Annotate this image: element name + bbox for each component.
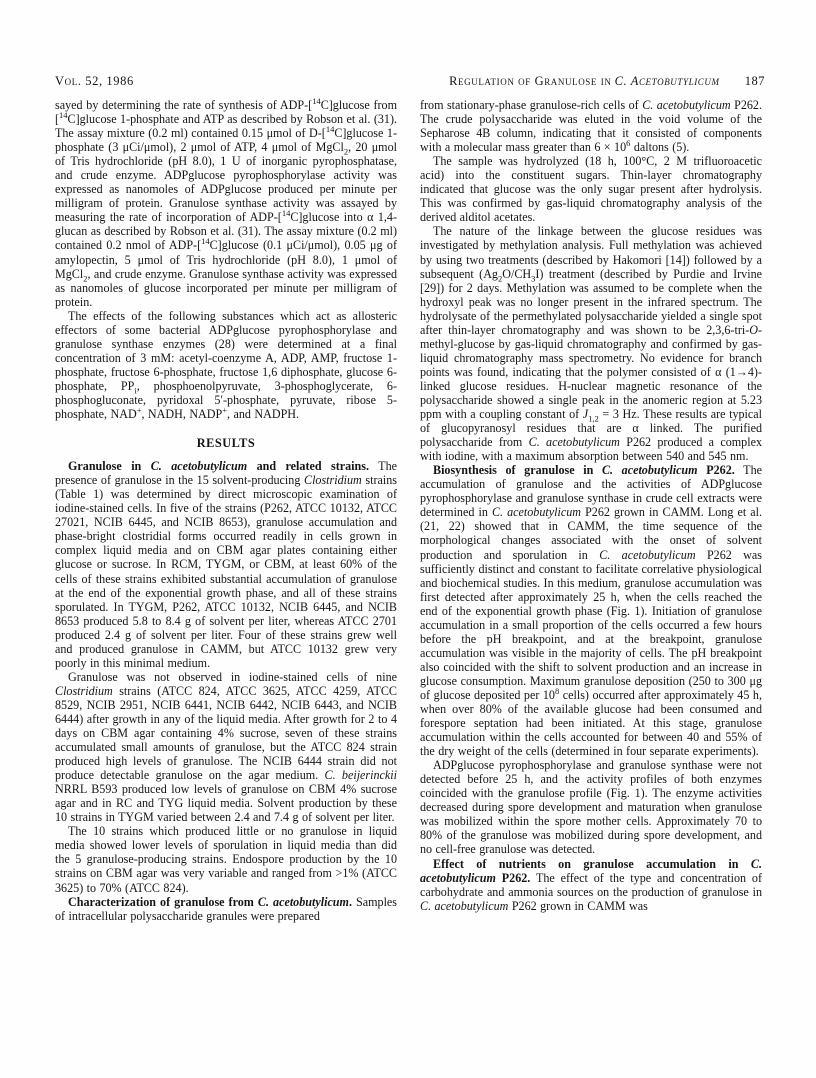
page-number: 187: [744, 74, 765, 88]
paragraph: The 10 strains which produced little or no granulose in liquid media showed lower levels of sporulation in liquid media than did the 5 granulose-producing strains. Endospore production by the 10 strains on CBM agar was very variable and ranged from >1% (ATCC 3625) to 70% (ATCC 824).: [55, 824, 397, 895]
volume-issue-label: Vol. 52, 1986: [55, 74, 134, 88]
paragraph: The nature of the linkage between the glucose residues was investigated by methylation analysis. Full methylation was achieved by using two treatments (described by Hakomori [14]) followed by a subsequent $(Ag_2O/CH_3I)$ treatment (described by Purdie and Irvine [29]) for 2 days. Methylation was assumed to be complete when the hydroxyl peak was no longer present in the infrared spectrum. The hydrolysate of the permethylated polysaccharide yielded a single spot after thin-layer chromatography and was shown to be 2,3,6-tri-O-methyl-glucose by gas-liquid chromatography and confirmed by gas-liquid chromatography mass spectrometry. No evidence for branch points was found, indicating that the polymer consisted of α (1→4)-linked glucose residues. H-nuclear magnetic resonance of the polysaccharide showed a single peak in the anomeric region at 5.23 ppm with a coupling constant of $J_{1,2} = 3$ Hz. These results are typical of glucopyranosyl residues that are α linked. The purified polysaccharide from C. acetobutylicum P262 produced a complex with iodine, with a maximum absorption between 540 and 545 nm.: [420, 224, 762, 464]
paragraph: Biosynthesis of granulose in C. acetobutylicum P262. The accumulation of granulose and the activities of ADPglucose pyrophosphorylase and granulose synthase in crude cell extracts were determined in C. acetobutylicum P262 grown in CAMM. Long et al. (21, 22) showed that in CAMM, the time sequence of the morphological changes associated with the onset of solvent production and sporulation in C. acetobutylicum P262 was sufficiently distinct and constant to facilitate correlative physiological and biochemical studies. In this medium, granulose accumulation was first detected after approximately 25 h, when the cells reached the end of the exponential growth phase (Fig. 1). Initiation of granulose accumulation in a small proportion of the cells occurred a few hours before the pH breakpoint, and at the breakpoint, granulose accumulation was visible in the majority of cells. The pH breakpoint also coincided with the shift to solvent production and an increase in glucose consumption. Maximum granulose deposition (250 to 300 μg of glucose deposited per $10^8$ cells) occurred after approximately 45 h, when over 80% of the available glucose had been consumed and forespore septation had been initiated. At this stage, granulose accumulation within the cells accounted for between 40 and 55% of the dry weight of the cells (determined in four separate experiments).: [420, 463, 762, 759]
paragraph: Effect of nutrients on granulose accumulation in C. acetobutylicum P262. The effect of the type and concentration of carbohydrate and ammonia sources on the production of granulose in C. acetobutylicum P262 grown in CAMM was: [420, 856, 762, 913]
paragraph: sayed by determining the rate of synthesis of ADP-[$^{14}$C]glucose from [$^{14}$C]glucose 1-phosphate and ATP as described by Robson et al. (31). The assay mixture (0.2 ml) contained 0.15 μmol of D-[$^{14}$C]glucose 1-phosphate (3 μCi/μmol), 2 μmol of ATP, 4 μmol of MgCl$_2$, 20 μmol of Tris hydrochloride (pH 8.0), 1 U of inorganic pyrophosphatase, and crude enzyme. ADPglucose pyrophosphorylase activity was expressed as nanomoles of ADPglucose produced per minute per milligram of protein. Granulose synthase activity was assayed by measuring the rate of incorporation of ADP-[$^{14}$C]glucose into α 1,4-glucan as described by Robson et al. (31). The assay mixture (0.2 ml) contained 0.2 nmol of ADP-[$^{14}$C]glucose (0.1 μCi/μmol), 0.05 μg of amylopectin, 5 μmol of Tris hydrochloride (pH 8.0), 1 μmol of MgCl$_2$, and crude enzyme. Granulose synthase activity was expressed as nanomoles of glucose incorporated per minute per milligram of protein.: [55, 95, 398, 309]
paragraph: Granulose was not observed in iodine-stained cells of nine Clostridium strains (ATCC 824, ATCC 3625, ATCC 4259, ATCC 8529, NCIB 2951, NCIB 6441, NCIB 6442, NCIB 6443, and NCIB 6444) after growth in any of the liquid media. After growth for 2 to 4 days on CBM agar containing 4% sucrose, seven of these strains accumulated small amounts of granulose, but the ATCC 824 strain produced high levels of granulose. The NCIB 6444 strain did not produce detectable granulose on the agar medium. C. beijerinckii NRRL B593 produced low levels of granulose on CBM 4% sucrose agar and in RC and TYG liquid media. Solvent production by these 10 strains in TYGM varied between 2.4 and 7.4 g of solvent per liter.: [55, 669, 397, 825]
section-heading: RESULTS: [196, 436, 256, 451]
paragraph: The sample was hydrolyzed (18 h, 100°C, 2 M trifluoroacetic acid) into the constituent sugars. Thin-layer chromatography indicated that glucose was the only sugar present after hydrolysis. This was confirmed by gas-liquid chromatography analysis of the derived alditol acetates.: [420, 154, 762, 225]
running-title-species: C. Acetobutylicum: [614, 74, 720, 88]
running-title: [449, 74, 765, 89]
column-right: [420, 98, 762, 923]
paragraph: The effects of the following substances which act as allosteric effectors of some bacterial ADPglucose pyrophosphorylase and granulose synthase enzymes (28) were determined at a final concentration of 3 mM: acetyl-coenzyme A, ADP, AMP, fructose 1-phosphate, fructose 6-phosphate, fructose 1,6 diphosphate, glucose 6-phosphate, $PP_i$, phosphoenolpyruvate, 3-phosphoglycerate, 6-phosphogluconate, pyridoxal 5′-phosphate, pyruvate, ribose 5-phosphate, NAD+, NADH, NADP+, and NADPH.: [55, 308, 397, 422]
paragraph: ADPglucose pyrophosphorylase and granulose synthase were not detected before 25 h, and the activity profiles of both enzymes coincided with the granulose profile (Fig. 1). The enzyme activities decreased during spore development and maturation when granulose was mobilized within the spore mother cells. Approximately 70 to 80% of the granulose was mobilized during spore development, and no cell-free granulose was detected.: [420, 758, 762, 857]
paragraph: Granulose in C. acetobutylicum and related strains. The presence of granulose in the 15 solvent-producing Clostridium strains (Table 1) was determined by direct microscopic examination of iodine-stained cells. In five of the strains (P262, ATCC 10132, ATCC 27021, NCIB 6445, and NCIB 8653), granulose accumulation and phase-bright clostridial forms occurred readily in cells grown in complex liquid media and on CBM agar plates containing either glucose or sucrose. In RCM, TYGM, or CBM, at least 60% of the cells of these strains exhibited substantial accumulation of granulose at the end of the exponential growth phase, and all of these strains sporulated. In TYGM, P262, ATCC 10132, NCIB 6445, and NCIB 8653 produced 5.8 to 8.4 g of solvent per liter, whereas ATCC 2701 produced 2.4 g of solvent per liter. Four of these strains grew well and produced granulose in CAMM, but ATCC 10132 grew very poorly in this minimal medium.: [55, 459, 397, 670]
running-title-text: Regulation of Granulose in: [449, 74, 612, 88]
column-left: [55, 95, 398, 923]
paragraph: Characterization of granulose from C. acetobutylicum. Samples of intracellular polysaccharide granules were prepared: [55, 894, 398, 923]
article-body: [55, 95, 763, 923]
paragraph: from stationary-phase granulose-rich cells of C. acetobutylicum P262. The crude polysaccharide was eluted in the void volume of the Sepharose 4B column, indicating that it consisted of components with a molecular mass greater than $6 \times 10^6$ daltons (5).: [420, 98, 762, 155]
page-header: [55, 74, 765, 89]
